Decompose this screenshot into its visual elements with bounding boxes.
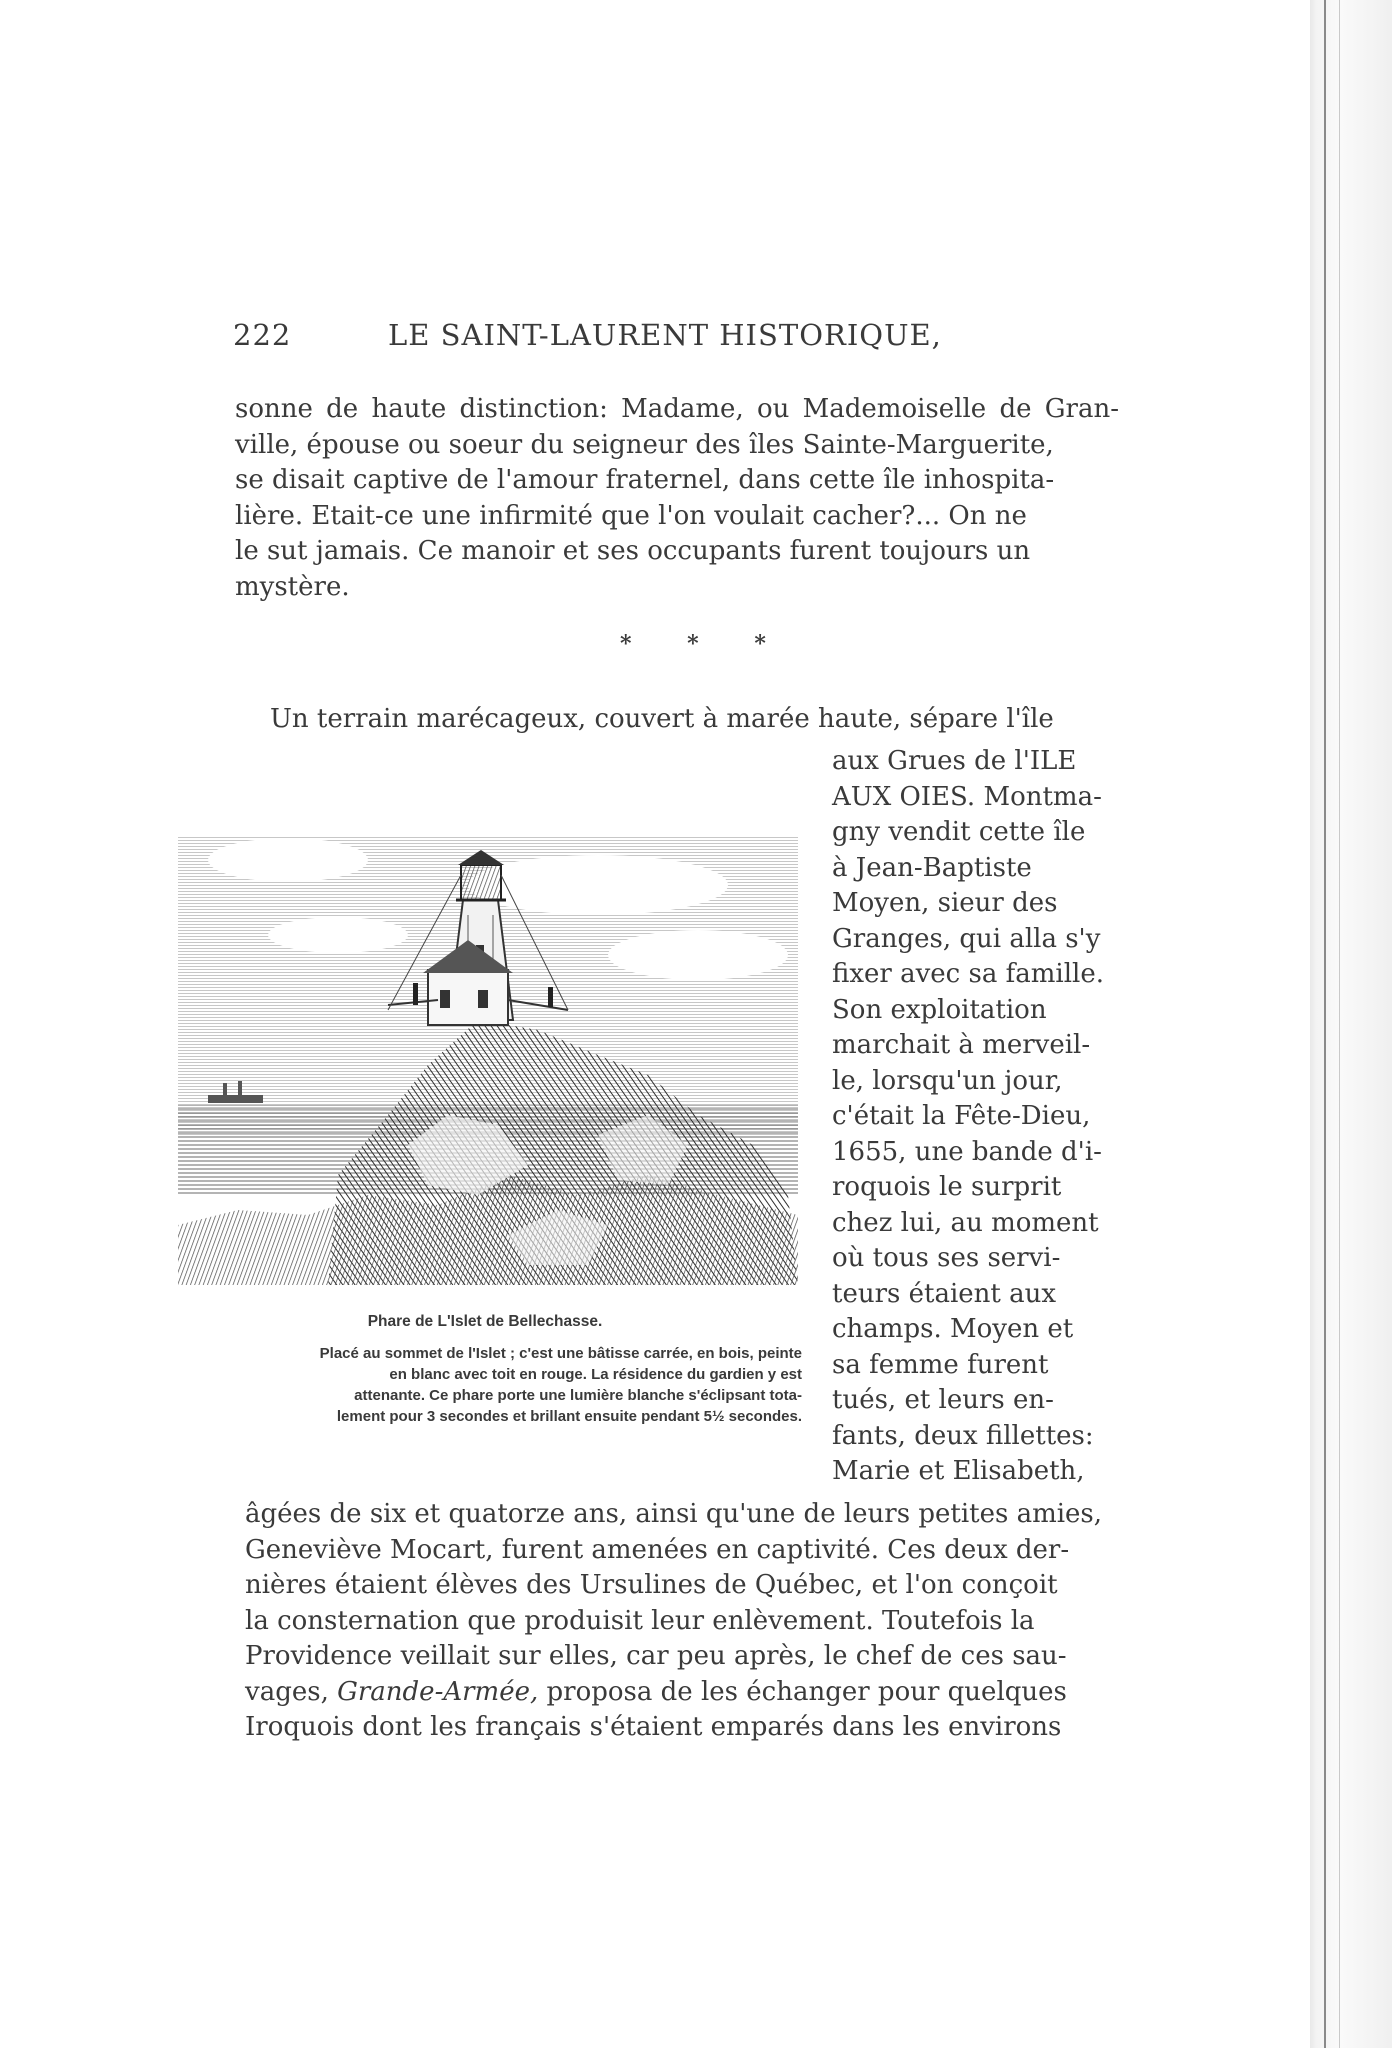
lighthouse-illustration (178, 815, 798, 1285)
text-line: mystère. (235, 571, 350, 602)
text-line: sa femme furent (832, 1349, 1049, 1380)
side-column-text (832, 744, 1122, 1490)
text-line: ville, épouse ou soeur du seigneur des îles Sainte-Marguerite, (235, 429, 1054, 460)
page-edge-line-inner (1339, 0, 1340, 2048)
page-edge-line (1324, 0, 1326, 2048)
text-line: gny vendit cette île (832, 817, 1086, 847)
figure-caption-body (170, 1343, 802, 1427)
page-edge (1310, 0, 1392, 2048)
text-line: Moyen, sieur des (832, 888, 1058, 918)
text-line: Iroquois dont les français s'étaient emparés dans les environs (245, 1712, 1062, 1742)
text-fragment: proposa de les échanger pour quelques (538, 1676, 1067, 1707)
caption-line: attenante. Ce phare porte une lumière blanche s'éclipsant tota- (354, 1387, 802, 1404)
text-line: marchait à merveil- (832, 1030, 1091, 1060)
text-line: c'était la Fête-Dieu, (832, 1101, 1091, 1131)
text-line: roquois le surprit (832, 1172, 1062, 1202)
text-line: où tous ses servi- (832, 1243, 1061, 1273)
caption-line: lement pour 3 secondes et brillant ensuite pendant 5½ secondes. (336, 1408, 802, 1425)
text-line: 1655, une bande d'i- (832, 1136, 1102, 1167)
running-title: LE SAINT-LAURENT HISTORIQUE, (388, 318, 942, 352)
text-line: Providence veillait sur elles, car peu après, le chef de ces sau- (245, 1641, 1067, 1671)
text-line: le sut jamais. Ce manoir et ses occupants furent toujours un (235, 536, 1031, 566)
page-number: 222 (233, 318, 292, 352)
italic-name: Grande-Armée, (337, 1676, 539, 1707)
lighthouse-engraving (178, 815, 798, 1285)
text-line: fixer avec sa famille. (832, 959, 1104, 989)
caption-line: en blanc avec toit en rouge. La résidence du gardien y est (389, 1366, 802, 1383)
text-line: âgées de six et quatorze ans, ainsi qu'une de leurs petites amies, (245, 1499, 1103, 1529)
bottom-paragraph (245, 1497, 1123, 1746)
section-first-line: Un terrain marécageux, couvert à marée haute, sépare l'île (270, 704, 1054, 734)
text-line: aux Grues de l'ILE (832, 746, 1077, 776)
text-line: fants, deux fillettes: (832, 1420, 1094, 1451)
text-line: le, lorsqu'un jour, (832, 1065, 1063, 1096)
text-line (245, 1675, 1123, 1711)
figure-caption-title: Phare de L'Islet de Bellechasse. (367, 1313, 603, 1330)
text-line: champs. Moyen et (832, 1314, 1074, 1344)
text-line: chez lui, au moment (832, 1207, 1099, 1238)
text-line: teurs étaient aux (832, 1278, 1057, 1309)
text-line: lière. Etait-ce une infirmité que l'on voulait cacher?... On ne (235, 500, 1027, 531)
text-line: tués, et leurs en- (832, 1385, 1054, 1415)
section-separator: * * * (620, 631, 790, 657)
text-line: la consternation que produisit leur enlèvement. Toutefois la (245, 1605, 1035, 1636)
text-fragment: vages, (245, 1676, 338, 1707)
top-paragraph (235, 392, 1119, 605)
text-line: nières étaient élèves des Ursulines de Québec, et l'on conçoit (245, 1570, 1058, 1600)
text-line: sonne de haute distinction: Madame, ou Mademoiselle de Gran- (235, 394, 1119, 424)
text-line: Marie et Elisabeth, (832, 1456, 1085, 1486)
text-line: se disait captive de l'amour fraternel, dans cette île inhospita- (235, 465, 1055, 495)
text-line: à Jean-Baptiste (832, 852, 1032, 883)
caption-line: Placé au sommet de l'Islet ; c'est une bâtisse carrée, en bois, peinte (319, 1345, 802, 1362)
text-line: Geneviève Mocart, furent amenées en captivité. Ces deux der- (245, 1534, 1070, 1565)
text-line: Son exploitation (832, 994, 1047, 1025)
text-line: AUX OIES. Montma- (832, 781, 1102, 812)
text-line: Granges, qui alla s'y (832, 923, 1101, 954)
